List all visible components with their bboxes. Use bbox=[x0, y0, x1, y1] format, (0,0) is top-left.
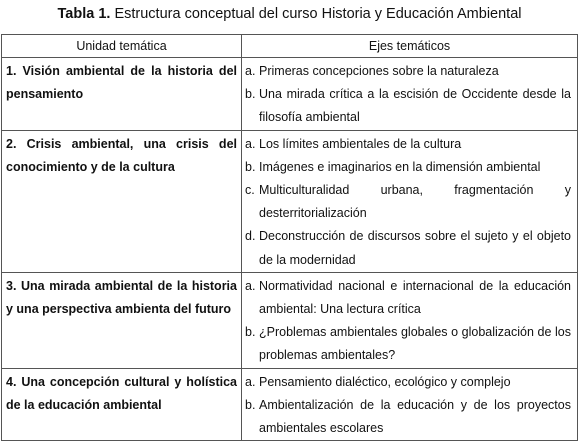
table-row bbox=[2, 130, 578, 272]
topic-letter: b. bbox=[245, 397, 256, 412]
topic-item bbox=[245, 275, 571, 321]
table-caption-text: Estructura conceptual del curso Historia y Educación Ambiental bbox=[110, 6, 522, 22]
table-caption bbox=[0, 5, 579, 23]
unit-cell: 3. Una mirada ambiental de la historia y una perspectiva ambienta del futuro bbox=[2, 272, 242, 368]
topic-letter: c. bbox=[245, 183, 255, 198]
topics-cell bbox=[242, 58, 578, 131]
topic-letter: b. bbox=[245, 159, 256, 174]
topic-item bbox=[245, 156, 571, 179]
header-topics: Ejes temáticos bbox=[242, 35, 578, 58]
topics-cell bbox=[242, 130, 578, 272]
table-row bbox=[2, 58, 578, 131]
table-row bbox=[2, 272, 578, 368]
header-row bbox=[2, 35, 578, 58]
topics-cell bbox=[242, 272, 578, 368]
topic-item bbox=[245, 60, 571, 83]
topic-letter: b. bbox=[245, 87, 256, 102]
topic-letter: b. bbox=[245, 325, 256, 340]
topics-list bbox=[242, 369, 577, 441]
topic-text: Deconstrucción de discursos sobre el sujeto y el objeto de la modernidad bbox=[259, 229, 571, 267]
topic-text: Multiculturalidad urbana, fragmentación y desterritorialización bbox=[259, 183, 571, 221]
topic-item bbox=[245, 225, 571, 271]
topic-item bbox=[245, 394, 571, 440]
topic-item bbox=[245, 321, 571, 367]
header-unit: Unidad temática bbox=[2, 35, 242, 58]
topic-letter: a. bbox=[245, 374, 256, 389]
table-caption-label: Tabla 1. bbox=[57, 6, 111, 22]
topic-text: Primeras concepciones sobre la naturaleza bbox=[259, 64, 499, 78]
topic-item bbox=[245, 133, 571, 156]
topic-letter: a. bbox=[245, 136, 256, 151]
topics-list bbox=[242, 273, 577, 368]
topic-text: Normatividad nacional e internacional de la educación ambiental: Una lectura crítica bbox=[259, 278, 571, 317]
topics-list bbox=[242, 58, 577, 130]
table-row bbox=[2, 368, 578, 441]
topic-letter: d. bbox=[245, 229, 256, 244]
topic-item bbox=[245, 179, 571, 225]
topic-text: Imágenes e imaginarios en la dimensión ambiental bbox=[259, 159, 541, 174]
topic-text: Una mirada crítica a la escisión de Occidente desde la filosofía ambiental bbox=[259, 87, 571, 125]
unit-cell: 1. Visión ambiental de la historia del pensamiento bbox=[2, 58, 242, 131]
course-structure-table bbox=[1, 34, 578, 441]
topics-cell bbox=[242, 368, 578, 441]
unit-cell: 4. Una concepción cultural y holística de la educación ambiental bbox=[2, 368, 242, 441]
topic-text: Pensamiento dialéctico, ecológico y complejo bbox=[259, 374, 511, 389]
topic-text: Ambientalización de la educación y de los proyectos ambientales escolares bbox=[259, 397, 571, 436]
topic-item bbox=[245, 371, 571, 394]
unit-cell: 2. Crisis ambiental, una crisis del conocimiento y de la cultura bbox=[2, 130, 242, 272]
topic-item bbox=[245, 83, 571, 129]
topic-text: Los límites ambientales de la cultura bbox=[259, 136, 462, 151]
topic-letter: a. bbox=[245, 64, 256, 78]
topics-list bbox=[242, 131, 577, 272]
topic-text: ¿Problemas ambientales globales o globalización de los problemas ambientales? bbox=[259, 325, 571, 363]
topic-letter: a. bbox=[245, 278, 256, 293]
